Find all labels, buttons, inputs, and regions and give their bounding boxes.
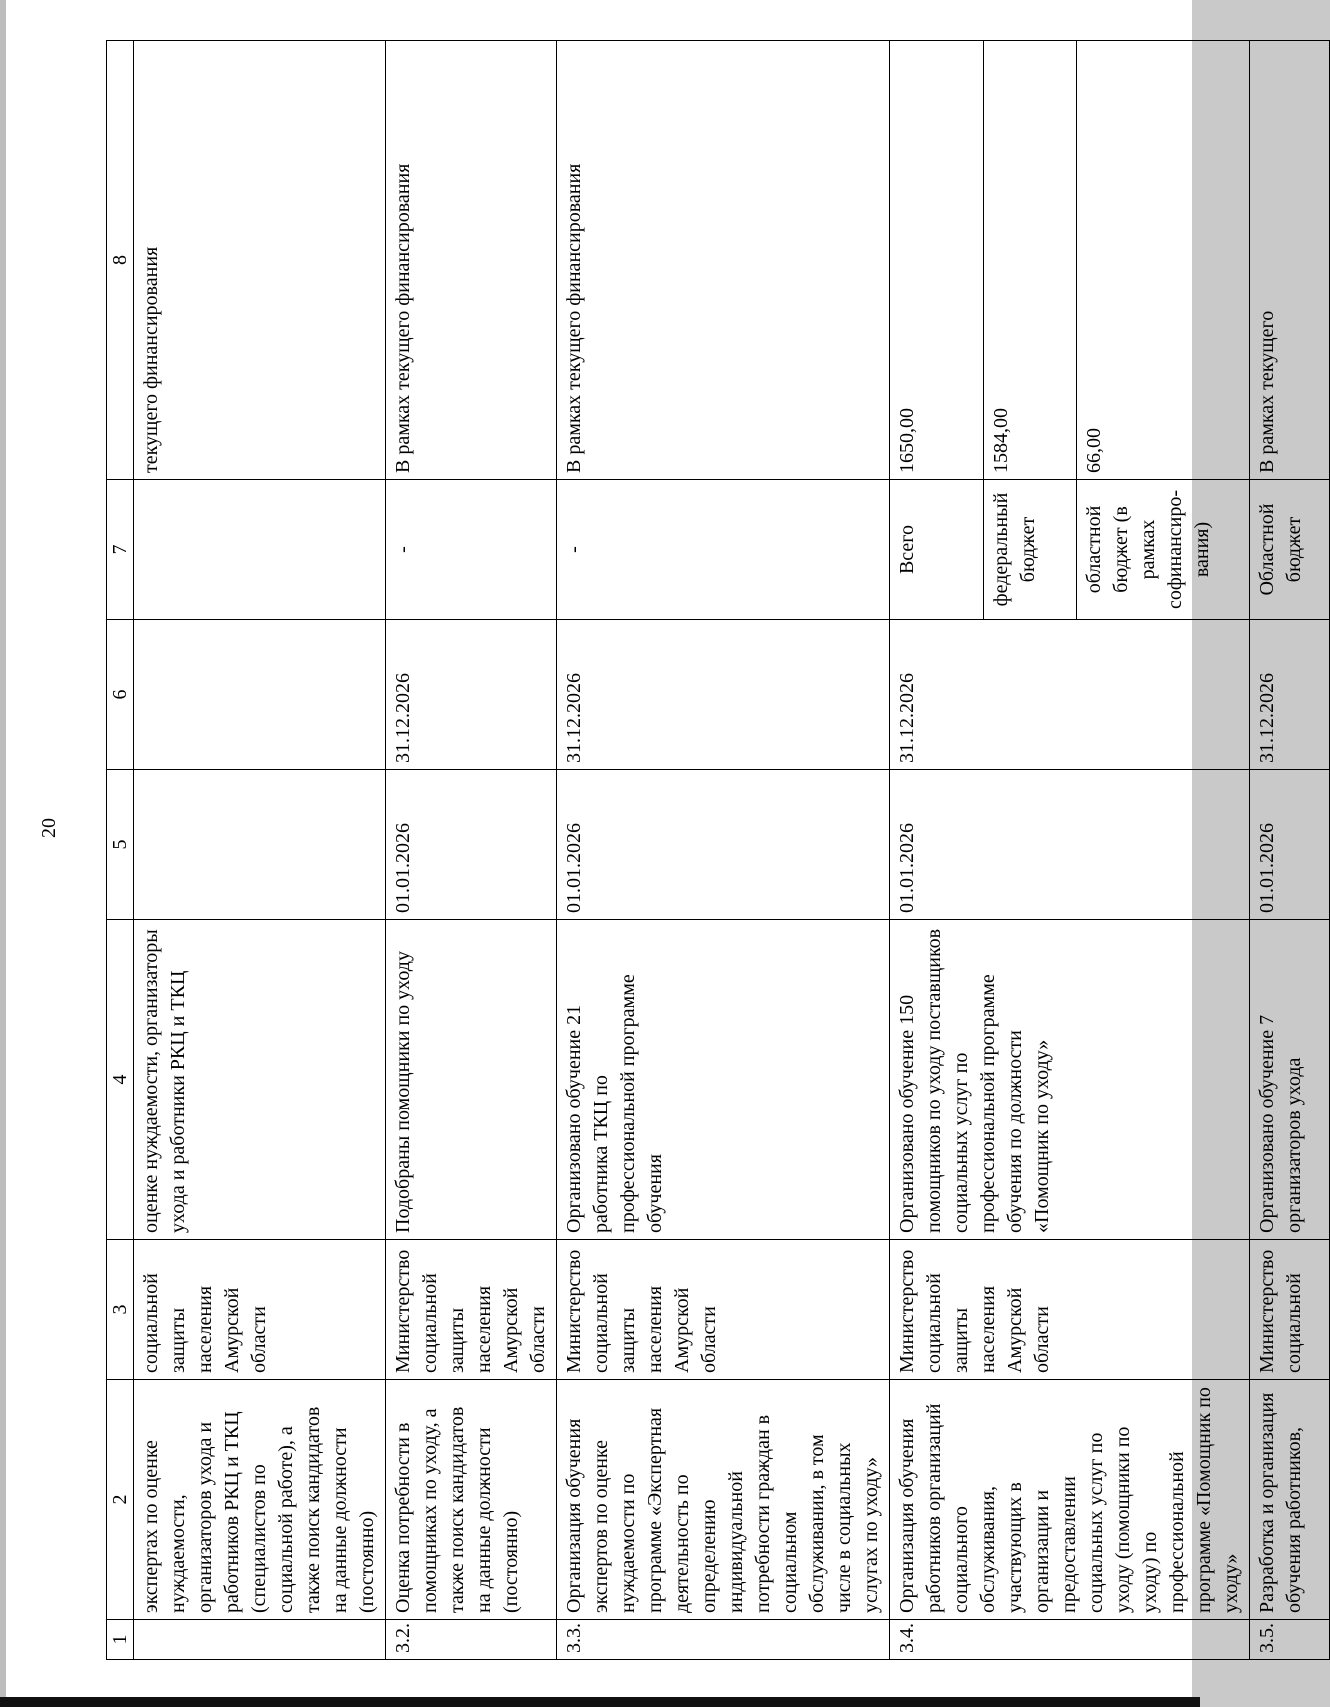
start-date: 01.01.2026 xyxy=(890,770,1250,920)
end-date: 31.12.2026 xyxy=(557,620,890,770)
end-date: 31.12.2026 xyxy=(1250,620,1330,770)
header-col-6: 6 xyxy=(107,620,134,770)
funding-source: - xyxy=(557,480,890,620)
expected-result: Организовано обучение 150 помощников по уходу поставщиков социальных услуг по профессиональной программе обучения по должности «Помощник по уходу» xyxy=(890,920,1250,1240)
funding-amount: текущего финансирования xyxy=(134,41,386,480)
header-col-1: 1 xyxy=(107,1620,134,1660)
header-col-4: 4 xyxy=(107,920,134,1240)
rotated-table-container xyxy=(106,40,1305,1660)
header-col-2: 2 xyxy=(107,1380,134,1620)
funding-amount-regional: 66,00 xyxy=(1077,41,1250,480)
document-page xyxy=(6,0,1305,1707)
start-date xyxy=(134,770,386,920)
funding-source-federal: федеральный бюджет xyxy=(983,480,1077,620)
table-row xyxy=(386,41,557,1660)
activity-name: Организация обучения экспертов по оценке нуждаемости по программе «Экспертная деятельность по определению индивидуальной потребности граждан в социальном обслуживании, в том числе в социальных услугах по уходу» xyxy=(557,1380,890,1620)
executor: Министерство социальной защиты населения Амурской области xyxy=(386,1240,557,1380)
funding-amount-total: 1650,00 xyxy=(890,41,984,480)
header-row xyxy=(107,41,134,1660)
executor: Министерство социальной защиты населения Амурской области xyxy=(890,1240,1250,1380)
start-date: 01.01.2026 xyxy=(557,770,890,920)
activity-name: Организация обучения работников организаций социального обслуживания, участвующих в организации и предоставлении социальных услуг по уходу (помощники по уходу) по профессиональной программе «Помощник по уходу» xyxy=(890,1380,1250,1620)
executor: Министерство социальной xyxy=(1250,1240,1330,1380)
funding-amount: В рамках текущего финансирования xyxy=(557,41,890,480)
header-col-5: 5 xyxy=(107,770,134,920)
funding-source-total: Всего xyxy=(890,480,984,620)
header-col-8: 8 xyxy=(107,41,134,480)
funding-amount: В рамках текущего xyxy=(1250,41,1330,480)
executor: социальной защиты населения Амурской области xyxy=(134,1240,386,1380)
executor: Министерство социальной защиты населения Амурской области xyxy=(557,1240,890,1380)
activity-name: Оценка потребности в помощниках по уходу, а также поиск кандидатов на данные должности (постоянно) xyxy=(386,1380,557,1620)
row-number: 3.5. xyxy=(1250,1620,1330,1660)
header-col-3: 3 xyxy=(107,1240,134,1380)
funding-amount: В рамках текущего финансирования xyxy=(386,41,557,480)
row-number: 3.3. xyxy=(557,1620,890,1660)
expected-result: Организовано обучение 7 организаторов ухода xyxy=(1250,920,1330,1240)
end-date: 31.12.2026 xyxy=(890,620,1250,770)
funding-source xyxy=(134,480,386,620)
expected-result: Организовано обучение 21 работника ТКЦ по профессиональной программе обучения xyxy=(557,920,890,1240)
activity-name: экспертах по оценке нуждаемости, организаторов ухода и работников РКЦ и ТКЦ (специалистов по социальной работе), а также поиск кандидатов на данные должности (постоянно) xyxy=(134,1380,386,1620)
row-number xyxy=(134,1620,386,1660)
end-date: 31.12.2026 xyxy=(386,620,557,770)
end-date xyxy=(134,620,386,770)
funding-source: - xyxy=(386,480,557,620)
expected-result: Подобраны помощники по уходу xyxy=(386,920,557,1240)
table-row xyxy=(1250,41,1330,1660)
scan-bottom-edge xyxy=(0,1697,1200,1707)
start-date: 01.01.2026 xyxy=(1250,770,1330,920)
expected-result: оценке нуждаемости, организаторы ухода и работники РКЦ и ТКЦ xyxy=(134,920,386,1240)
start-date: 01.01.2026 xyxy=(386,770,557,920)
table-row xyxy=(134,41,386,1660)
row-number: 3.2. xyxy=(386,1620,557,1660)
table-row xyxy=(890,41,984,1660)
table-row xyxy=(557,41,890,1660)
activity-name: Разработка и организация обучения работников, xyxy=(1250,1380,1330,1620)
row-number: 3.4. xyxy=(890,1620,1250,1660)
header-col-7: 7 xyxy=(107,480,134,620)
page-number: 20 xyxy=(38,818,60,838)
funding-source-regional: областной бюджет (в рамках софинансиро-вания) xyxy=(1077,480,1250,620)
funding-source: Областной бюджет xyxy=(1250,480,1330,620)
activities-table xyxy=(106,40,1330,1660)
funding-amount-federal: 1584,00 xyxy=(983,41,1077,480)
